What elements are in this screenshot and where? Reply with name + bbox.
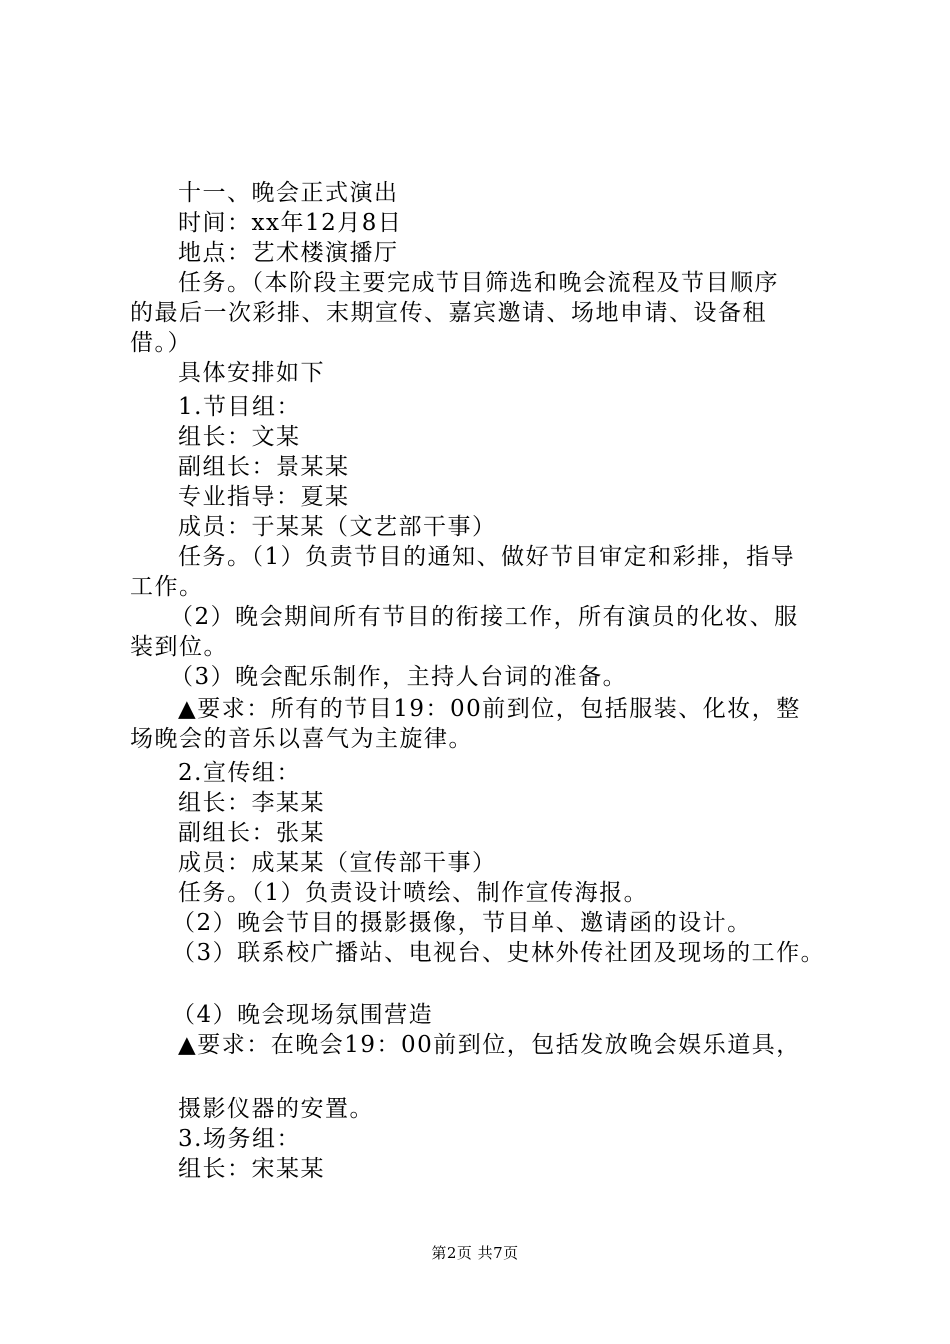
requirement-line: ▲要求：所有的节目19：00前到位，包括服装、化妆，整	[178, 696, 801, 722]
text-line: 具体安排如下	[178, 360, 325, 386]
text-line: 组长：文某	[178, 424, 301, 450]
group-heading: 3.场务组：	[178, 1126, 301, 1152]
text-line: 地点：艺术楼演播厅	[178, 240, 399, 266]
group-heading: 1.节目组：	[178, 394, 301, 420]
text-line: 的最后一次彩排、末期宣传、嘉宾邀请、场地申请、设备租	[130, 300, 767, 326]
text-line: 场晚会的音乐以喜气为主旋律。	[130, 726, 473, 752]
text-line: 时间：xx年12月8日	[178, 210, 403, 236]
text-line: 组长：宋某某	[178, 1156, 325, 1182]
page-footer: 第2页 共7页	[431, 1244, 519, 1262]
group-heading: 2.宣传组：	[178, 760, 301, 786]
text-line: （4）晚会现场氛围营造	[172, 1002, 434, 1028]
text-line: 任务。（1）负责节目的通知、做好节目审定和彩排，指导	[178, 544, 796, 570]
text-line: 成员：成某某（宣传部干事）	[178, 850, 497, 876]
text-line: 任务。（1）负责设计喷绘、制作宣传海报。	[178, 880, 649, 906]
text-line: （3）晚会配乐制作，主持人台词的准备。	[170, 664, 628, 690]
text-line: 组长：李某某	[178, 790, 325, 816]
text-line: 借。）	[130, 330, 192, 356]
text-line: （2）晚会节目的摄影摄像，节目单、邀请函的设计。	[172, 910, 752, 936]
text-line: 副组长：景某某	[178, 454, 350, 480]
text-line: 摄影仪器的安置。	[178, 1096, 374, 1122]
text-line: 工作。	[130, 574, 204, 600]
text-line: 装到位。	[130, 634, 228, 660]
requirement-line: ▲要求：在晚会19：00前到位，包括发放晚会娱乐道具，	[178, 1032, 801, 1058]
text-line: 成员：于某某（文艺部干事）	[178, 514, 497, 540]
text-line: 专业指导：夏某	[178, 484, 350, 510]
text-line: （3）联系校广播站、电视台、史林外传社团及现场的工作。	[172, 940, 826, 966]
text-line: 副组长：张某	[178, 820, 325, 846]
text-line: （2）晚会期间所有节目的衔接工作，所有演员的化妆、服	[170, 604, 799, 630]
text-line: 任务。（本阶段主要完成节目筛选和晚会流程及节目顺序	[178, 270, 779, 296]
section-heading: 十一、晚会正式演出	[178, 180, 399, 206]
